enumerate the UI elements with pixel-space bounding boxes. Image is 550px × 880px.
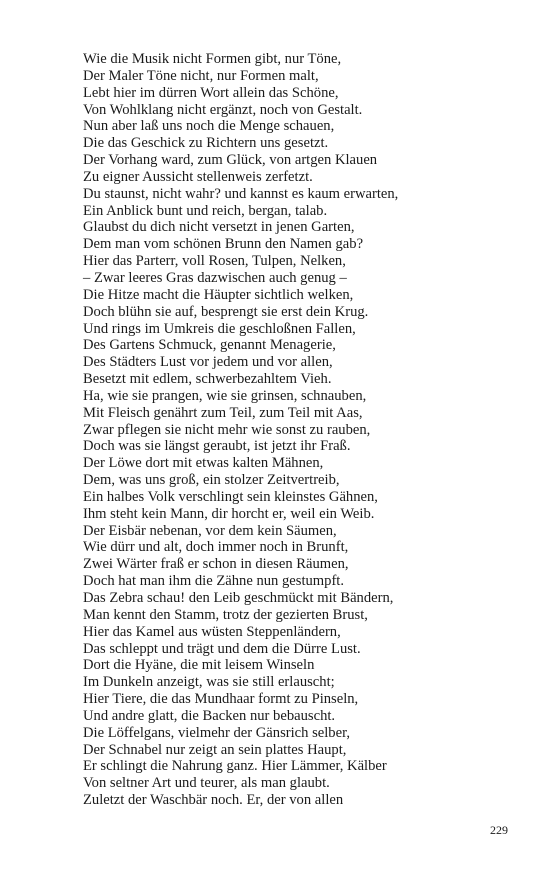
poem-line: Zwei Wärter fraß er schon in diesen Räumen, [83, 556, 349, 573]
poem-line: Des Gartens Schmuck, genannt Menagerie, [83, 337, 336, 354]
poem-line: Hier das Kamel aus wüsten Steppenländern, [83, 623, 341, 640]
poem-line: Nun aber laß uns noch die Menge schauen, [83, 118, 335, 135]
poem-line: Der Schnabel nur zeigt an sein plattes Haupt, [83, 741, 347, 758]
poem-line: Von Wohlklang nicht ergänzt, noch von Gestalt. [83, 101, 363, 118]
poem-line: Des Städters Lust vor jedem und vor allen, [83, 354, 333, 371]
poem-line: Ein Anblick bunt und reich, bergan, talab. [83, 202, 328, 219]
poem-text [83, 51, 523, 809]
poem-line: Ihm steht kein Mann, dir horcht er, weil ein Weib. [83, 505, 375, 522]
poem-line: Im Dunkeln anzeigt, was sie still erlauscht; [83, 674, 335, 691]
poem-line: – Zwar leeres Gras dazwischen auch genug – [83, 269, 347, 286]
poem-line: Doch blühn sie auf, besprengt sie erst dein Krug. [83, 303, 369, 320]
poem-line: Die Hitze macht die Häupter sichtlich welken, [83, 286, 354, 303]
poem-line: Du staunst, nicht wahr? und kannst es kaum erwarten, [83, 185, 399, 202]
poem-line: Der Maler Töne nicht, nur Formen malt, [83, 67, 319, 84]
poem-line: Die Löffelgans, vielmehr der Gänsrich selber, [83, 724, 351, 741]
poem-line: Und rings im Umkreis die geschloßnen Fallen, [83, 320, 356, 337]
poem-line: Dem, was uns groß, ein stolzer Zeitvertreib, [83, 472, 340, 489]
poem-line: Dem man vom schönen Brunn den Namen gab? [83, 236, 364, 253]
poem-line: Das schleppt und trägt und dem die Dürre Lust. [83, 640, 361, 657]
poem-line: Er schlingt die Nahrung ganz. Hier Lämmer, Kälber [83, 758, 387, 775]
poem-line: Besetzt mit edlem, schwerbezahltem Vieh. [83, 371, 332, 388]
poem-line: Doch was sie längst geraubt, ist jetzt ihr Fraß. [83, 438, 351, 455]
page-number: 229 [490, 823, 508, 837]
poem-line: Doch hat man ihm die Zähne nun gestumpft. [83, 573, 345, 590]
poem-line: Der Löwe dort mit etwas kalten Mähnen, [83, 455, 324, 472]
poem-line: Zu eigner Aussicht stellenweis zerfetzt. [83, 168, 313, 185]
poem-line: Zwar pflegen sie nicht mehr wie sonst zu rauben, [83, 421, 371, 438]
poem-line: Und andre glatt, die Backen nur bebauscht. [83, 707, 336, 724]
poem-line: Von seltner Art und teurer, als man glaubt. [83, 775, 330, 792]
poem-line: Ha, wie sie prangen, wie sie grinsen, schnauben, [83, 387, 367, 404]
poem-line: Zuletzt der Waschbär noch. Er, der von allen [83, 792, 344, 809]
poem-line: Hier das Parterr, voll Rosen, Tulpen, Nelken, [83, 253, 346, 270]
poem-line: Glaubst du dich nicht versetzt in jenen Garten, [83, 219, 355, 236]
poem-line: Das Zebra schau! den Leib geschmückt mit Bändern, [83, 590, 394, 606]
poem-line: Mit Fleisch genährt zum Teil, zum Teil mit Aas, [83, 404, 363, 421]
poem-line: Die das Geschick zu Richtern uns gesetzt. [83, 135, 329, 152]
poem-line: Hier Tiere, die das Mundhaar formt zu Pinseln, [83, 691, 359, 708]
poem-line: Man kennt den Stamm, trotz der gezierten Brust, [83, 606, 368, 623]
poem-line: Lebt hier im dürren Wort allein das Schöne, [83, 84, 339, 101]
poem-line: Dort die Hyäne, die mit leisem Winseln [83, 657, 315, 674]
poem-line: Wie dürr und alt, doch immer noch in Brunft, [83, 539, 349, 556]
poem-line: Der Vorhang ward, zum Glück, von artgen Klauen [83, 152, 378, 169]
poem-line: Der Eisbär nebenan, vor dem kein Säumen, [83, 522, 337, 539]
poem-line: Wie die Musik nicht Formen gibt, nur Töne, [83, 51, 342, 67]
poem-line: Ein halbes Volk verschlingt sein kleinstes Gähnen, [83, 488, 378, 505]
